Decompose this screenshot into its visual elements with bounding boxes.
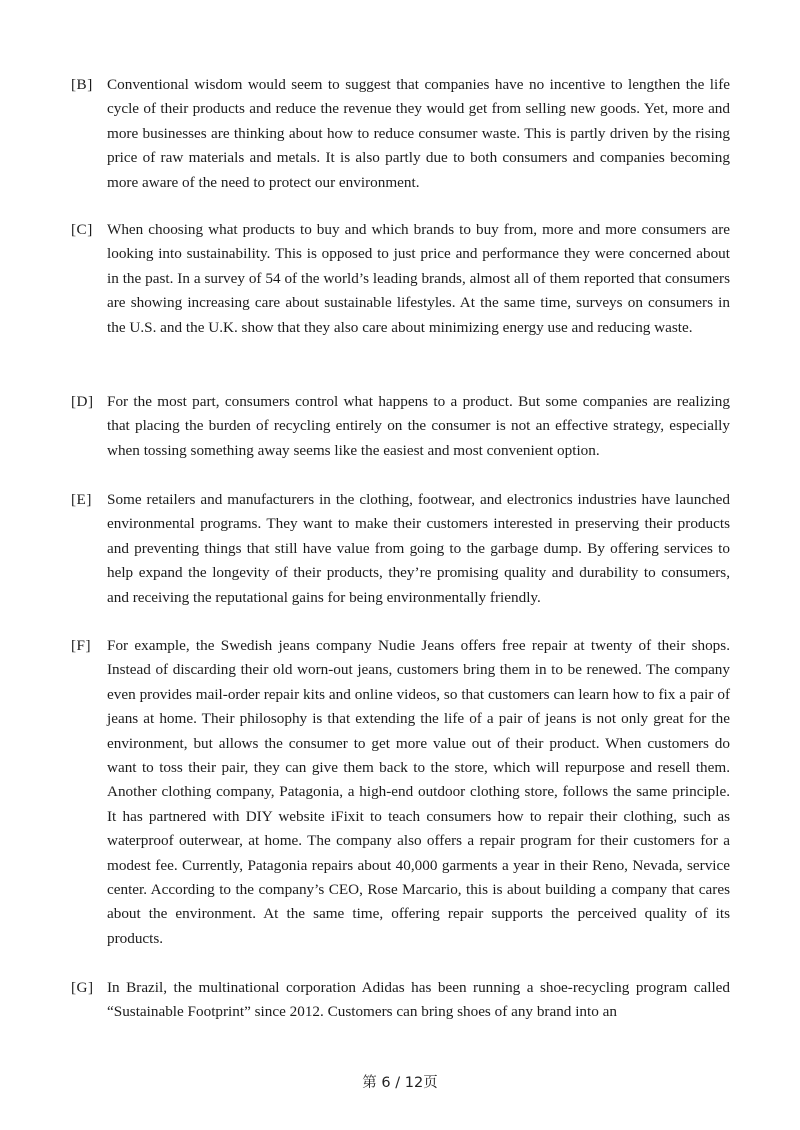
paragraph-c xyxy=(71,218,730,340)
paragraph-text: When choosing what products to buy and which brands to buy from, more and more consumers are looking into sustainability. This is opposed to just price and performance they were concerned about in the past. In a survey of 54 of the world’s leading brands, almost all of them reported that consumers are showing increasing care about sustainable lifestyles. At the same time, surveys on consumers in the U.S. and the U.K. show that they also care about minimizing energy use and reducing waste. xyxy=(107,221,730,336)
page-prefix: 第 xyxy=(362,1075,377,1091)
paragraph-label: [C] xyxy=(71,221,93,238)
paragraph-label: [D] xyxy=(71,393,94,410)
paragraph-b xyxy=(71,73,730,195)
paragraph-g xyxy=(71,976,730,1025)
paragraph-text: For the most part, consumers control what happens to a product. But some companies are realizing that placing the burden of recycling entirely on the consumer is not an effective strategy, especially when tossing something away seems like the easiest and most convenient option. xyxy=(107,393,730,459)
paragraph-label: [G] xyxy=(71,979,94,996)
paragraph-d xyxy=(71,390,730,463)
page-suffix: 页 xyxy=(423,1075,438,1091)
page-number-footer xyxy=(0,1071,800,1092)
paragraph-label: [E] xyxy=(71,491,92,508)
paragraph-text: Some retailers and manufacturers in the clothing, footwear, and electronics industries have launched environmental programs. They want to make their customers interested in preserving their products and preventing things that still have value from going to the garbage dump. By offering services to help expand the longevity of their products, they’re promising quality and durability to consumers, and receiving the reputational gains for being environmentally friendly. xyxy=(107,491,730,606)
paragraph-label: [F] xyxy=(71,637,92,654)
paragraph-text: In Brazil, the multinational corporation Adidas has been running a shoe-recycling program called “Sustainable Footprint” since 2012. Customers can bring shoes of any brand into an xyxy=(107,979,730,1021)
paragraph-f xyxy=(71,634,730,951)
paragraph-text: Conventional wisdom would seem to suggest that companies have no incentive to lengthen the life cycle of their products and reduce the revenue they would get from selling new goods. Yet, more and more businesses are thinking about how to reduce consumer waste. This is partly driven by the rising price of raw materials and metals. It is also partly due to both consumers and companies becoming more aware of the need to protect our environment. xyxy=(107,76,730,191)
paragraph-text: For example, the Swedish jeans company Nudie Jeans offers free repair at twenty of their shops. Instead of discarding their old worn-out jeans, customers bring them in to be renewed. The company even provides mail-order repair kits and online videos, so that customers can learn how to fix a pair of jeans at home. Their philosophy is that extending the life of a pair of jeans is not only great for the environment, but allows the consumer to get more value out of their product. When customers do want to toss their pair, they can give them back to the store, which will repurpose and resell them. Another clothing company, Patagonia, a high-end outdoor clothing store, follows the same principle. It has partnered with DIY website iFixit to teach consumers how to repair their clothing, such as waterproof outerwear, at home. The company also offers a repair program for their customers for a modest fee. Currently, Patagonia repairs about 40,000 garments a year in their Reno, Nevada, service center. According to the company’s CEO, Rose Marcario, this is about building a company that cares about the environment. At the same time, offering repair supports the perceived quality of its products. xyxy=(107,637,730,947)
paragraph-label: [B] xyxy=(71,76,93,93)
page-number: 6 / 12 xyxy=(381,1075,424,1091)
paragraph-e xyxy=(71,488,730,610)
